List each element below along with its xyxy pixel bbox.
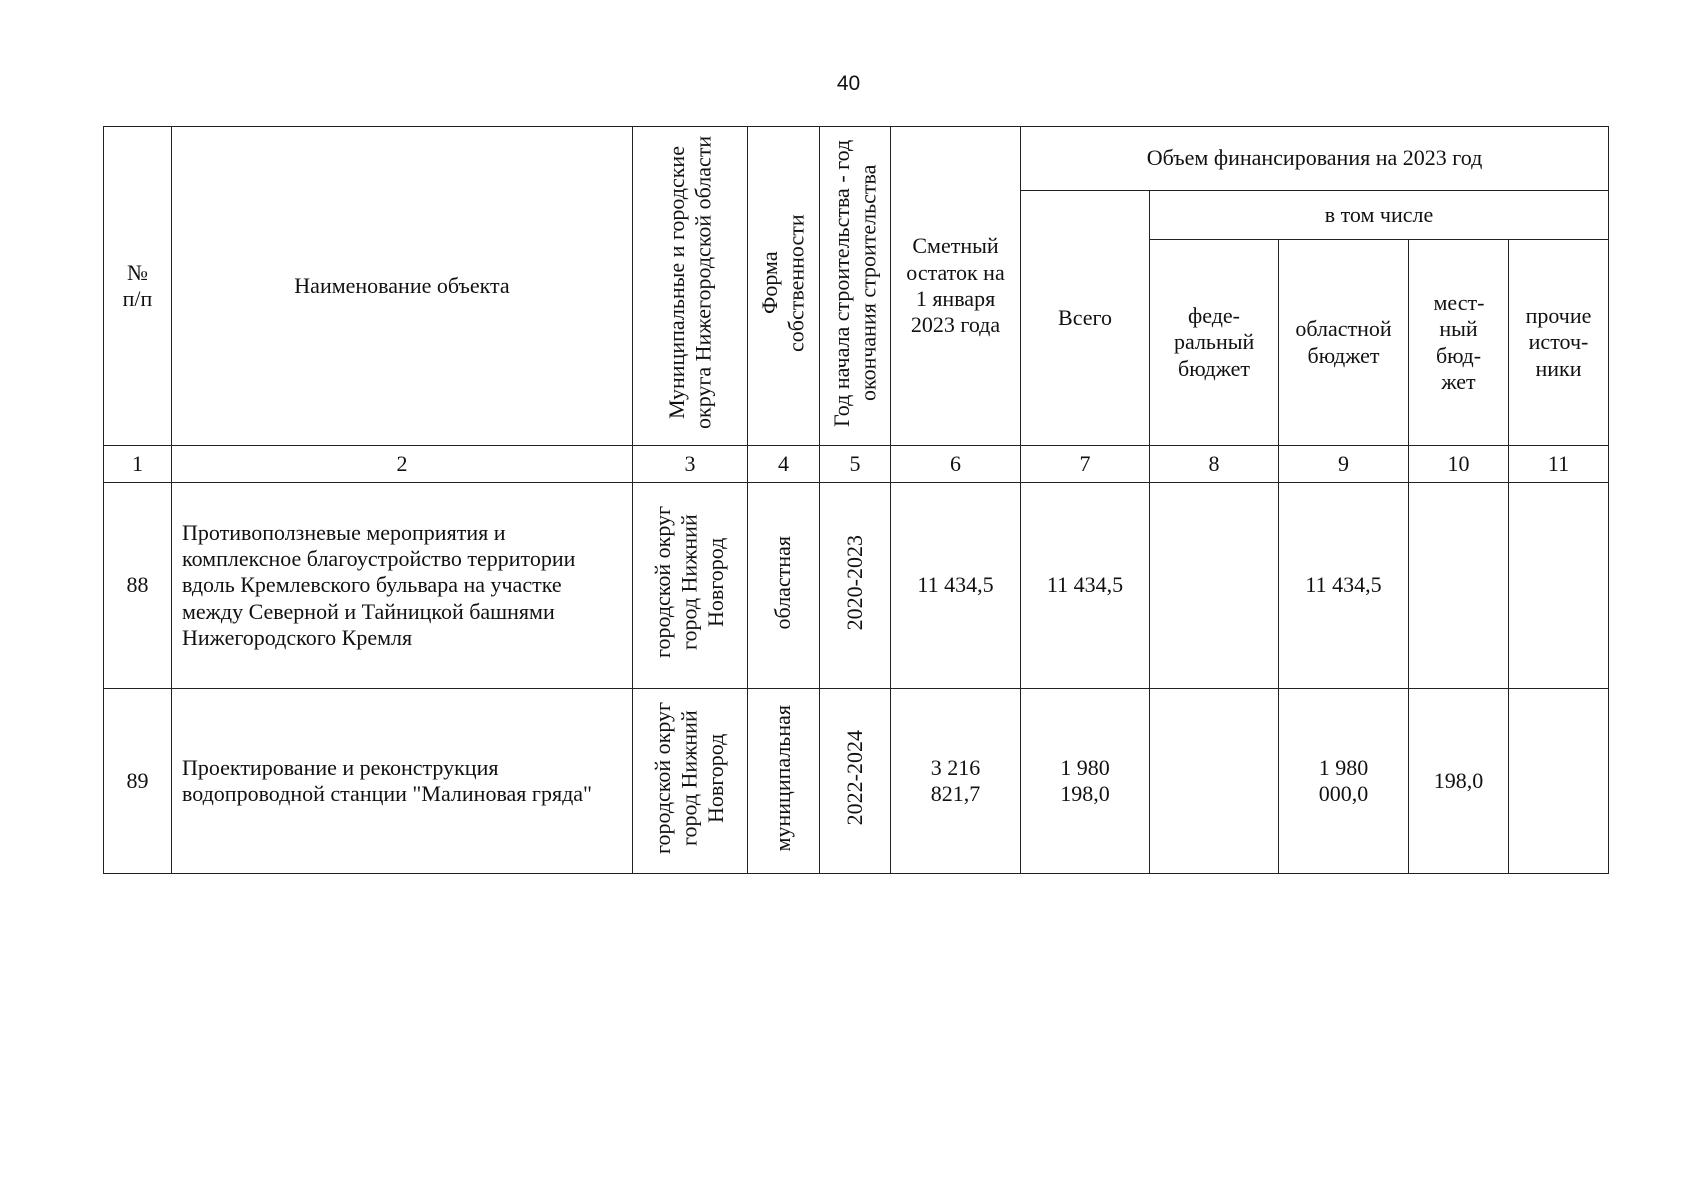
- header-years: Год начала строительства - год окончания строительства: [820, 127, 891, 446]
- column-number: 5: [820, 446, 891, 483]
- header-other: прочие источ-ники: [1509, 240, 1609, 446]
- row-other: [1509, 689, 1609, 874]
- header-estimate: Сметный остаток на 1 января 2023 года: [891, 127, 1021, 446]
- header-num: № п/п: [104, 127, 172, 446]
- header-ownership: Форма собственности: [748, 127, 820, 446]
- row-num: 89: [104, 689, 172, 874]
- row-local: [1409, 483, 1509, 689]
- row-federal: [1150, 689, 1279, 874]
- row-estimate: 3 216 821,7: [891, 689, 1021, 874]
- column-number: 7: [1021, 446, 1150, 483]
- row-name: Противоползневые мероприятия и комплексное благоустройство территории вдоль Кремлевского бульвара на участке между Северной и Тайницкой башнями Нижегородского Кремля: [172, 483, 633, 689]
- row-federal: [1150, 483, 1279, 689]
- row-total: 11 434,5: [1021, 483, 1150, 689]
- row-estimate: 11 434,5: [891, 483, 1021, 689]
- row-regional: 11 434,5: [1279, 483, 1409, 689]
- row-years: 2022-2024: [820, 689, 891, 874]
- table-row: [104, 483, 1609, 689]
- header-including: в том числе: [1150, 191, 1609, 240]
- page-number: 40: [836, 72, 861, 95]
- header-local: мест-ный бюд-жет: [1409, 240, 1509, 446]
- column-number: 9: [1279, 446, 1409, 483]
- row-years: 2020-2023: [820, 483, 891, 689]
- column-number: 4: [748, 446, 820, 483]
- table-row: [104, 689, 1609, 874]
- header-federal: феде-ральный бюджет: [1150, 240, 1279, 446]
- header-financing: Объем финансирования на 2023 год: [1021, 127, 1609, 191]
- row-municipal: городской округ город Нижний Новгород: [633, 689, 748, 874]
- header-municipal: Муниципальные и городские округа Нижегородской области: [633, 127, 748, 446]
- row-num: 88: [104, 483, 172, 689]
- column-number: 11: [1509, 446, 1609, 483]
- header-name: Наименование объекта: [172, 127, 633, 446]
- header-total: Всего: [1021, 191, 1150, 446]
- column-numbers-row: [104, 446, 1609, 483]
- column-number: 6: [891, 446, 1021, 483]
- row-ownership: муниципальная: [748, 689, 820, 874]
- column-number: 3: [633, 446, 748, 483]
- row-other: [1509, 483, 1609, 689]
- row-name: Проектирование и реконструкция водопроводной станции "Малиновая гряда": [172, 689, 633, 874]
- financing-table: [103, 126, 1609, 874]
- row-municipal: городской округ город Нижний Новгород: [633, 483, 748, 689]
- header-regional: областной бюджет: [1279, 240, 1409, 446]
- row-total: 1 980 198,0: [1021, 689, 1150, 874]
- column-number: 1: [104, 446, 172, 483]
- column-number: 10: [1409, 446, 1509, 483]
- column-number: 8: [1150, 446, 1279, 483]
- row-local: 198,0: [1409, 689, 1509, 874]
- column-number: 2: [172, 446, 633, 483]
- row-ownership: областная: [748, 483, 820, 689]
- row-regional: 1 980 000,0: [1279, 689, 1409, 874]
